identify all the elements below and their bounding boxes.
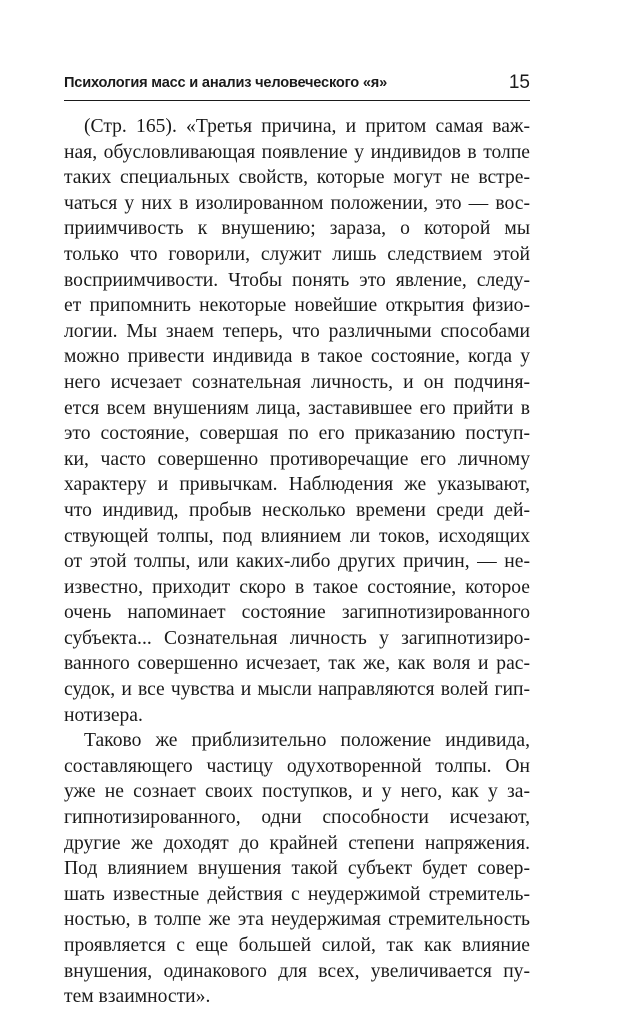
text-line: Под влиянием внушения такой субъект будет совер- [64, 858, 530, 880]
text-line: характеру и привычкам. Наблюдения же указывают, [64, 474, 530, 496]
text-line: проявляется с еще большей силой, так как влияние [64, 935, 530, 956]
running-title: Психология масс и анализ человеческого «я» [64, 75, 387, 91]
text-line: (Стр. 165). «Третья причина, и притом самая важ- [84, 116, 530, 137]
text-line: ностью, в толпе же эта неудержимая стремительность [64, 909, 530, 931]
text-line: ванного совершенно исчезает, так же, как воля и рас- [64, 653, 530, 675]
text-line: уже не сознает своих поступков, и у него, как у за- [64, 781, 530, 803]
text-line: внушения, одинакового для всех, увеличивается пу- [64, 960, 530, 982]
text-line: логии. Мы знаем теперь, что различными способами [64, 320, 530, 342]
text-line: него исчезает сознательная личность, и он подчиня- [64, 371, 530, 393]
text-line: это состояние, совершая по его приказанию поступ- [64, 423, 530, 445]
text-line: нотизера. [64, 704, 143, 726]
paragraph-commentary [64, 728, 530, 1010]
text-line: тем взаимности». [64, 986, 211, 1008]
text-line: другие же доходят до крайней степени напряжения. [64, 832, 530, 854]
text-line: чаться у них в изолированном положении, это — вос- [64, 192, 530, 214]
body-text [64, 114, 530, 1010]
text-line: Таково же приблизительно положение индивида, [84, 730, 530, 752]
text-line: шать известные действия с неудержимой стремитель- [64, 883, 530, 905]
text-line: судок, и все чувства и мысли направляются волей гип- [64, 679, 530, 701]
running-header [64, 72, 530, 101]
text-line: ная, обусловливающая появление у индивидов в толпе [64, 141, 530, 163]
text-line: очень напоминает состояние загипнотизированного [64, 602, 530, 624]
text-line: ется всем внушениям лица, заставившее его прийти в [64, 397, 530, 419]
paragraph-quote [64, 114, 530, 728]
text-line: субъекта... Сознательная личность у загипнотизиро- [64, 627, 530, 649]
text-line: что индивид, пробыв несколько времени среди дей- [64, 499, 530, 521]
page-number: 15 [508, 72, 530, 93]
text-line: таких специальных свойств, которые могут не встре- [64, 167, 530, 189]
text-line: ствующей толпы, под влиянием ли токов, исходящих [64, 525, 530, 547]
text-line: можно привести индивида в такое состояние, когда у [64, 346, 530, 368]
text-line: гипнотизированного, одни способности исчезают, [64, 807, 530, 829]
text-line: восприимчивости. Чтобы понять это явление, следу- [64, 269, 530, 291]
text-line: от этой толпы, или каких-либо других причин, — не- [64, 551, 530, 573]
text-line: только что говорили, служит лишь следствием этой [64, 243, 530, 265]
text-line: составляющего частицу одухотворенной толпы. Он [64, 755, 530, 777]
text-line: приимчивость к внушению; зараза, о которой мы [64, 218, 530, 240]
text-line: известно, приходит скоро в такое состояние, которое [64, 576, 530, 598]
text-line: ки, часто совершенно противоречащие его личному [64, 448, 530, 470]
text-line: ет припомнить некоторые новейшие открытия физио- [64, 295, 530, 317]
